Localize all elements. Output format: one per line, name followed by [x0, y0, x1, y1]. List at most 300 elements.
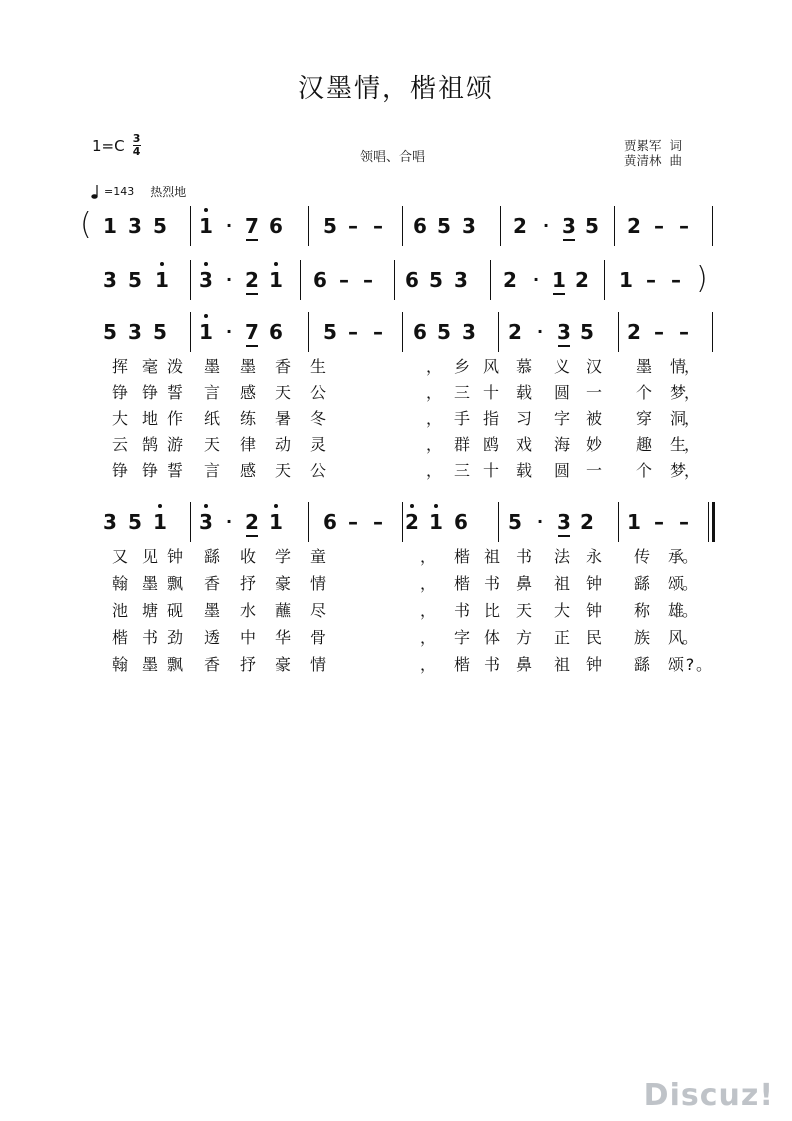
lyric-char: 翰 — [111, 574, 128, 593]
lyric-char: 鸥 — [482, 435, 499, 454]
note: 2 — [508, 320, 522, 344]
lyric-char: 情 — [309, 655, 326, 674]
lyric-char: 铮 — [111, 383, 128, 402]
lyric-char: 言 — [203, 383, 220, 402]
lyric-char: 乡 — [453, 357, 470, 376]
hold-dash: – — [646, 268, 656, 292]
note: 2 — [627, 214, 641, 238]
lyric-char: 三 — [453, 461, 470, 480]
note: 5 — [128, 510, 142, 534]
hold-dash: – — [654, 214, 664, 238]
lyric-char: 池 — [111, 601, 128, 620]
lyric-char: 传 — [633, 547, 650, 566]
lyric-char: 墨 — [141, 655, 158, 674]
lyric-char: 透 — [203, 628, 220, 647]
lyric-char: 楷 — [111, 628, 128, 647]
rhythm-dot: · — [536, 512, 544, 531]
lyric-char: 感 — [239, 383, 256, 402]
composer-credit — [624, 153, 682, 168]
note: 1 — [103, 214, 117, 238]
hold-dash: – — [363, 268, 373, 292]
lyric-char: 钟 — [585, 655, 602, 674]
rhythm-dot: · — [536, 322, 544, 341]
octave-dot — [158, 504, 162, 508]
lyric-char: 灵 — [309, 435, 326, 454]
note: 3 — [128, 214, 142, 238]
hold-dash: – — [373, 320, 383, 344]
eighth-underline — [558, 535, 570, 537]
lyric-char: 十 — [482, 461, 499, 480]
lyric-char: 生 — [669, 435, 686, 454]
note: 1 — [199, 214, 213, 238]
note: 2 — [405, 510, 419, 534]
note: 5 — [323, 214, 337, 238]
lyric-char: 繇 — [203, 547, 220, 566]
lyric-char: 游 — [166, 435, 183, 454]
lyric-char: ， — [683, 409, 700, 428]
lyric-char: 书 — [483, 655, 500, 674]
note: 6 — [413, 320, 427, 344]
lyric-char: 书 — [141, 628, 158, 647]
lyric-char: 慕 — [515, 357, 532, 376]
watermark-logo: Discuz! — [643, 1078, 774, 1113]
lyric-char: 云 — [111, 435, 128, 454]
eighth-underline — [246, 345, 258, 347]
note: 1 — [153, 510, 167, 534]
note: 5 — [128, 268, 142, 292]
note: 2 — [513, 214, 527, 238]
lyric-char: 一 — [585, 461, 602, 480]
lyric-char: 颂 — [667, 655, 684, 674]
lyric-char: 。 — [681, 601, 698, 620]
barline — [308, 502, 309, 542]
lyric-char: ， — [683, 383, 700, 402]
rhythm-dot: · — [225, 512, 233, 531]
hold-dash: – — [671, 268, 681, 292]
note: 3 — [557, 320, 571, 344]
octave-dot — [434, 504, 438, 508]
lyric-char: 练 — [239, 409, 256, 428]
note: 5 — [580, 320, 594, 344]
lyric-line — [0, 627, 792, 649]
key-signature — [92, 134, 141, 157]
lyric-char: ， — [419, 628, 436, 647]
rhythm-dot: · — [532, 270, 540, 289]
lyric-char: 天 — [274, 383, 291, 402]
hold-dash: – — [679, 510, 689, 534]
lyric-char: ， — [425, 383, 442, 402]
note: 1 — [552, 268, 566, 292]
lyric-char: ， — [425, 461, 442, 480]
lyric-char: 豪 — [274, 655, 291, 674]
lyric-char: 天 — [274, 461, 291, 480]
barline — [712, 312, 713, 352]
lyric-char: 骨 — [309, 628, 326, 647]
barline — [618, 312, 619, 352]
octave-dot — [160, 262, 164, 266]
lyric-char: 地 — [141, 409, 158, 428]
lyric-char: 铮 — [141, 383, 158, 402]
song-title: 汉墨情，楷祖颂 — [297, 74, 494, 104]
barline — [402, 502, 403, 542]
lyric-char: 飘 — [166, 655, 183, 674]
lyric-line — [0, 408, 792, 430]
lyric-char: 大 — [553, 601, 570, 620]
lyric-char: ， — [419, 547, 436, 566]
lyric-char: 妙 — [585, 435, 602, 454]
lyric-char: 抒 — [239, 574, 256, 593]
lyric-char: 义 — [553, 357, 570, 376]
hold-dash: – — [373, 214, 383, 238]
eighth-underline — [246, 535, 258, 537]
lyric-char: 体 — [483, 628, 500, 647]
lyric-char: ， — [425, 435, 442, 454]
note: 2 — [503, 268, 517, 292]
lyric-char: 香 — [274, 357, 291, 376]
lyric-char: 楷 — [453, 547, 470, 566]
lyric-char: 比 — [483, 601, 500, 620]
lyric-char: 见 — [141, 547, 158, 566]
rhythm-dot: · — [225, 270, 233, 289]
lyric-char: 冬 — [309, 409, 326, 428]
lyric-char: 作 — [166, 409, 183, 428]
barline — [490, 260, 491, 300]
lyric-char: 圆 — [553, 383, 570, 402]
note: 2 — [245, 510, 259, 534]
lyric-char: 祖 — [553, 655, 570, 674]
eighth-underline — [558, 345, 570, 347]
lyric-char: 。 — [681, 628, 698, 647]
lyric-char: 公 — [309, 383, 326, 402]
note: 7 — [245, 214, 259, 238]
note: 5 — [508, 510, 522, 534]
barline — [190, 206, 191, 246]
lyric-char: 香 — [203, 574, 220, 593]
eighth-underline — [563, 239, 575, 241]
lyric-char: 华 — [274, 628, 291, 647]
barline — [402, 206, 403, 246]
note: 3 — [462, 320, 476, 344]
lyric-char: 方 — [515, 628, 532, 647]
lyric-char: 童 — [309, 547, 326, 566]
lyric-line — [0, 356, 792, 378]
barline — [402, 312, 403, 352]
lyric-char: 钟 — [166, 547, 183, 566]
lyric-char: 鼻 — [515, 574, 532, 593]
quarter-note-icon — [90, 184, 100, 200]
lyric-char: 铮 — [111, 461, 128, 480]
note: 1 — [199, 320, 213, 344]
lyric-char: 钟 — [585, 574, 602, 593]
lyric-char: 指 — [482, 409, 499, 428]
lyric-char: 学 — [274, 547, 291, 566]
lyric-char: 群 — [453, 435, 470, 454]
time-signature-top: 3 — [132, 132, 141, 145]
lyric-char: 海 — [553, 435, 570, 454]
lyric-char: 大 — [111, 409, 128, 428]
note: 5 — [437, 320, 451, 344]
lyric-char: 个 — [635, 383, 652, 402]
note: 2 — [575, 268, 589, 292]
lyric-char: ， — [419, 574, 436, 593]
lyric-char: 书 — [453, 601, 470, 620]
key-label: 1=C — [92, 136, 125, 155]
octave-dot — [204, 314, 208, 318]
barline — [618, 502, 619, 542]
barline — [394, 260, 395, 300]
lyric-line — [0, 382, 792, 404]
lyric-char: 墨 — [141, 574, 158, 593]
lyric-char: 。 — [681, 547, 698, 566]
performance-form: 领唱、合唱 — [360, 150, 426, 165]
lyric-char: 三 — [453, 383, 470, 402]
lyric-char: 泼 — [166, 357, 183, 376]
eighth-underline — [553, 293, 565, 295]
tempo-expression: 热烈地 — [150, 185, 187, 199]
note: 6 — [454, 510, 468, 534]
staff-line — [0, 207, 792, 270]
lyric-char: 劲 — [166, 628, 183, 647]
note: 1 — [269, 510, 283, 534]
lyric-char: ， — [419, 655, 436, 674]
lyric-char: 繇 — [633, 574, 650, 593]
barline — [498, 502, 499, 542]
note: 1 — [429, 510, 443, 534]
lyric-char: 暑 — [274, 409, 291, 428]
lyric-char: 香 — [203, 655, 220, 674]
hold-dash: – — [654, 510, 664, 534]
note: 5 — [103, 320, 117, 344]
lyric-char: 称 — [633, 601, 650, 620]
barline — [712, 206, 713, 246]
hold-dash: – — [654, 320, 664, 344]
lyric-char: 动 — [274, 435, 291, 454]
lyric-char: 族 — [633, 628, 650, 647]
barline — [712, 502, 715, 542]
lyric-char: 情 — [669, 357, 686, 376]
lyric-char: ， — [425, 409, 442, 428]
lyric-char: 墨 — [239, 357, 256, 376]
barline — [500, 206, 501, 246]
barline — [190, 312, 191, 352]
lyric-char: 楷 — [453, 655, 470, 674]
lyric-char: 永 — [585, 547, 602, 566]
lyricist-name: 贾累军 — [624, 138, 662, 153]
lyric-char: 祖 — [553, 574, 570, 593]
note: 5 — [153, 320, 167, 344]
lyricist-role: 词 — [669, 138, 683, 153]
note: 3 — [562, 214, 576, 238]
lyric-char: 誓 — [166, 383, 183, 402]
hold-dash: – — [679, 320, 689, 344]
note: 3 — [557, 510, 571, 534]
note: 2 — [627, 320, 641, 344]
lyric-char: 字 — [553, 409, 570, 428]
lyric-char: 钟 — [585, 601, 602, 620]
lyric-char: 水 — [239, 601, 256, 620]
barline — [300, 260, 301, 300]
lyric-char: ? — [685, 655, 695, 674]
lyric-char: 纸 — [203, 409, 220, 428]
lyric-char: ， — [683, 357, 700, 376]
lyric-char: 正 — [553, 628, 570, 647]
lyric-char: 蘸 — [274, 601, 291, 620]
note: 1 — [269, 268, 283, 292]
lyric-char: 十 — [482, 383, 499, 402]
lyric-char: 书 — [483, 574, 500, 593]
tempo-value: =143 — [104, 185, 135, 198]
lyric-char: 书 — [515, 547, 532, 566]
note: 6 — [405, 268, 419, 292]
note: 5 — [429, 268, 443, 292]
lyric-line — [0, 654, 792, 676]
lyric-char: 收 — [239, 547, 256, 566]
lyric-char: 墨 — [203, 357, 220, 376]
time-signature — [133, 134, 141, 157]
note: 6 — [269, 214, 283, 238]
note: 6 — [269, 320, 283, 344]
lyric-line — [0, 573, 792, 595]
lyric-char: ， — [683, 461, 700, 480]
note: 3 — [128, 320, 142, 344]
lyric-char: 抒 — [239, 655, 256, 674]
note: 2 — [580, 510, 594, 534]
staff-line — [0, 261, 792, 324]
note: 3 — [103, 510, 117, 534]
lyric-char: 载 — [515, 383, 532, 402]
hold-dash: – — [348, 510, 358, 534]
note: 6 — [413, 214, 427, 238]
lyric-char: 又 — [111, 547, 128, 566]
eighth-underline — [246, 239, 258, 241]
lyric-char: 感 — [239, 461, 256, 480]
lyric-char: 洞 — [669, 409, 686, 428]
lyric-line — [0, 460, 792, 482]
lyric-char: 誓 — [166, 461, 183, 480]
hold-dash: – — [339, 268, 349, 292]
lyric-char: 砚 — [166, 601, 183, 620]
lyric-char: 法 — [553, 547, 570, 566]
lyric-char: 繇 — [633, 655, 650, 674]
note: 6 — [323, 510, 337, 534]
octave-dot — [204, 208, 208, 212]
lyric-char: 翰 — [111, 655, 128, 674]
note: 5 — [323, 320, 337, 344]
composer-role: 曲 — [669, 153, 683, 168]
lyric-char: 情 — [309, 574, 326, 593]
note: 7 — [245, 320, 259, 344]
note: 5 — [437, 214, 451, 238]
note: 5 — [153, 214, 167, 238]
lyric-char: 挥 — [111, 357, 128, 376]
rhythm-dot: · — [225, 322, 233, 341]
hold-dash: – — [348, 214, 358, 238]
lyric-char: 祖 — [483, 547, 500, 566]
barline — [498, 312, 499, 352]
lyric-char: 铮 — [141, 461, 158, 480]
lyric-char: 豪 — [274, 574, 291, 593]
octave-dot — [274, 262, 278, 266]
octave-dot — [204, 504, 208, 508]
barline — [708, 502, 709, 542]
lyric-char: 趣 — [635, 435, 652, 454]
lyric-char: 律 — [239, 435, 256, 454]
lyricist-credit — [624, 138, 682, 153]
lyric-char: 公 — [309, 461, 326, 480]
lyric-char: 被 — [585, 409, 602, 428]
lyric-char: 鹄 — [141, 435, 158, 454]
note: 3 — [462, 214, 476, 238]
tempo-marking — [90, 183, 186, 200]
lyric-char: 。 — [695, 655, 712, 674]
barline — [604, 260, 605, 300]
hold-dash: – — [679, 214, 689, 238]
repeat-open-paren: ( — [80, 207, 92, 242]
lyric-char: 习 — [515, 409, 532, 428]
lyric-char: 飘 — [166, 574, 183, 593]
barline — [614, 206, 615, 246]
lyric-char: 汉 — [585, 357, 602, 376]
note: 3 — [454, 268, 468, 292]
hold-dash: – — [373, 510, 383, 534]
note: 5 — [585, 214, 599, 238]
lyric-char: 墨 — [635, 357, 652, 376]
lyric-char: 字 — [453, 628, 470, 647]
lyric-char: ， — [683, 435, 700, 454]
lyric-char: 手 — [453, 409, 470, 428]
lyric-char: 生 — [309, 357, 326, 376]
lyric-line — [0, 434, 792, 456]
note: 6 — [313, 268, 327, 292]
note: 3 — [199, 510, 213, 534]
octave-dot — [274, 504, 278, 508]
lyric-char: ， — [425, 357, 442, 376]
lyric-char: 天 — [515, 601, 532, 620]
note: 1 — [155, 268, 169, 292]
eighth-underline — [246, 293, 258, 295]
lyric-char: 天 — [203, 435, 220, 454]
note: 1 — [619, 268, 633, 292]
lyric-char: 雄 — [667, 601, 684, 620]
lyric-line — [0, 600, 792, 622]
lyric-char: 鼻 — [515, 655, 532, 674]
lyric-char: 尽 — [309, 601, 326, 620]
lyric-char: 风 — [482, 357, 499, 376]
barline — [308, 206, 309, 246]
note: 1 — [627, 510, 641, 534]
lyric-char: 梦 — [669, 383, 686, 402]
time-signature-bottom: 4 — [132, 145, 141, 158]
lyric-char: 戏 — [515, 435, 532, 454]
lyric-line — [0, 546, 792, 568]
repeat-close-paren: ) — [696, 261, 708, 296]
composer-name: 黄清林 — [624, 153, 662, 168]
barline — [190, 502, 191, 542]
lyric-char: 承 — [667, 547, 684, 566]
credits — [624, 138, 682, 168]
lyric-char: 个 — [635, 461, 652, 480]
lyric-char: 民 — [585, 628, 602, 647]
barline — [190, 260, 191, 300]
lyric-char: 颂 — [667, 574, 684, 593]
lyric-char: 。 — [681, 574, 698, 593]
lyric-char: 毫 — [141, 357, 158, 376]
octave-dot — [410, 504, 414, 508]
lyric-char: 穿 — [635, 409, 652, 428]
lyric-char: 楷 — [453, 574, 470, 593]
lyric-char: 梦 — [669, 461, 686, 480]
octave-dot — [204, 262, 208, 266]
